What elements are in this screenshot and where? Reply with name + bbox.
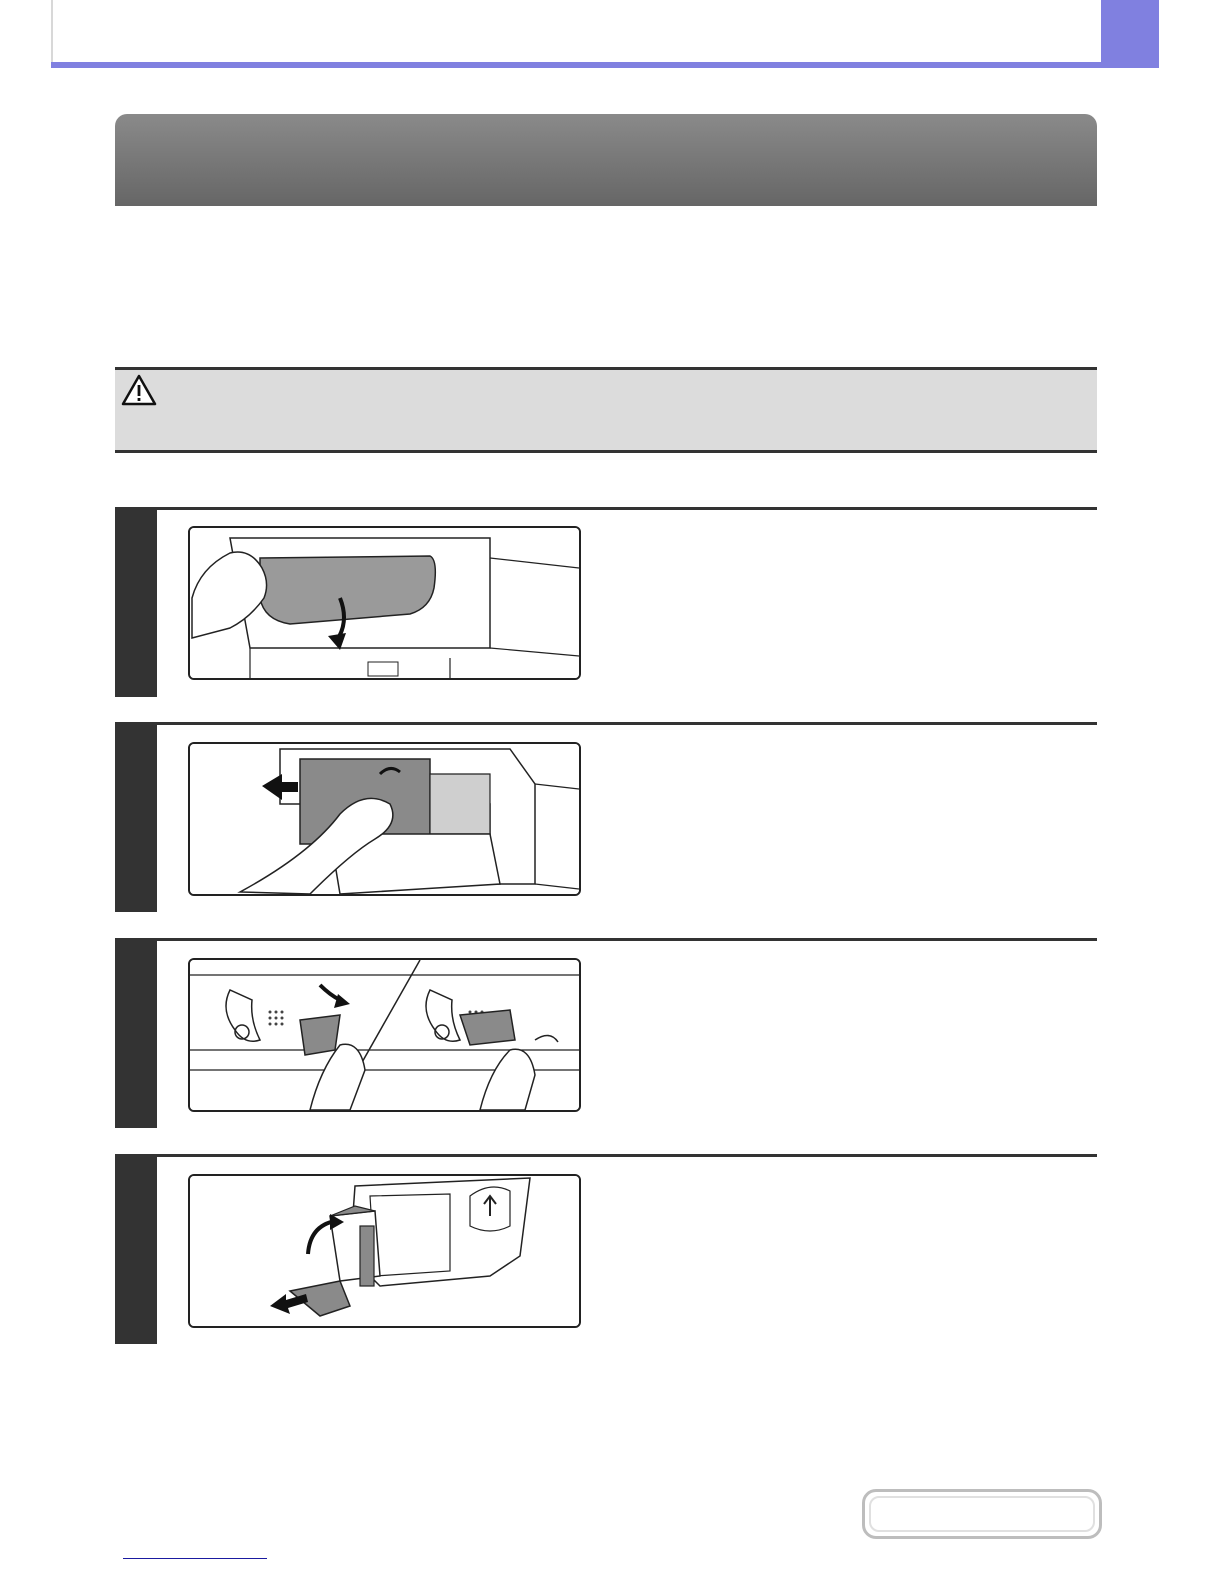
- step-3-illustration: [188, 958, 581, 1112]
- step-4-illustration: [188, 1174, 581, 1328]
- step-2-rule: [115, 722, 1097, 725]
- header-tab: [1101, 0, 1159, 68]
- section-title-banner: [115, 114, 1097, 206]
- bottom-link-underline[interactable]: [123, 1558, 267, 1559]
- caution-box: [115, 367, 1097, 453]
- contents-button[interactable]: [862, 1489, 1102, 1539]
- step-1-rule: [115, 507, 1097, 510]
- step-1-illustration: [188, 526, 581, 680]
- step-1-bar: [115, 507, 157, 697]
- step-2-illustration: [188, 742, 581, 896]
- warning-triangle-icon: [121, 374, 157, 406]
- step-4-bar: [115, 1154, 157, 1344]
- step-3-bar: [115, 938, 157, 1128]
- step-3-rule: [115, 938, 1097, 941]
- step-4-rule: [115, 1154, 1097, 1157]
- step-2-bar: [115, 722, 157, 912]
- header-left-border: [51, 0, 53, 68]
- header-rule: [51, 62, 1159, 68]
